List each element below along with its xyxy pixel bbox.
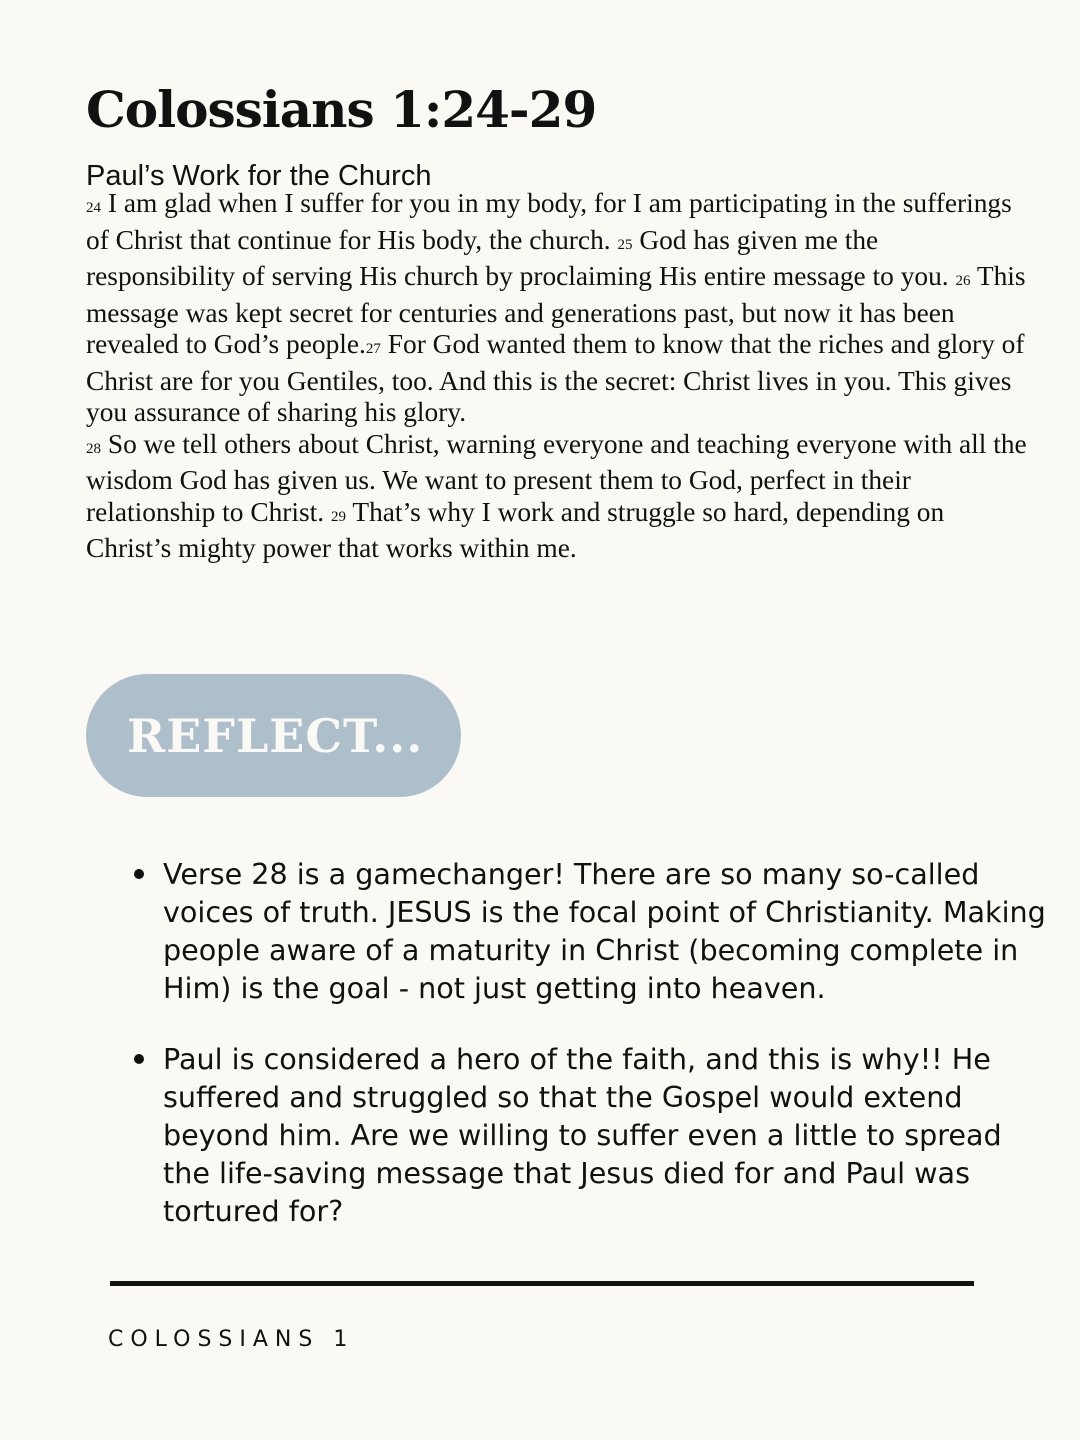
- passage-paragraph: [86, 429, 1031, 565]
- passage-paragraph: [86, 188, 1031, 429]
- verse-text: This message was kept secret for centuries and generations past, but now it has been revealed to God’s people.: [86, 261, 1026, 359]
- page-title: Colossians 1:24-29: [86, 80, 597, 139]
- reflect-label: REFLECT...: [127, 708, 424, 763]
- footer-label: COLOSSIANS 1: [108, 1327, 355, 1352]
- reflection-list: [124, 855, 1053, 1263]
- reflection-item: [163, 1040, 1053, 1230]
- verse-text: God has given me the responsibility of serving His church by proclaiming His entire message to you.: [86, 224, 956, 291]
- verse-text: That’s why I work and struggle so hard, depending on Christ’s mighty power that works within me.: [86, 496, 945, 563]
- verse-number: 24: [86, 200, 101, 216]
- verse-number: 29: [330, 508, 346, 525]
- reflection-text: Verse 28 is a gamechanger! There are so many so-called voices of truth. JESUS is the focal point of Christianity. Making people aware of a maturity in Christ (becoming complete in Him) is the goal - not just getting into heaven.: [163, 857, 1046, 1005]
- reflection-item: [163, 855, 1053, 1007]
- section-heading: Paul’s Work for the Church: [86, 160, 432, 192]
- verse-text: For God wanted them to know that the riches and glory of Christ are for you Gentiles, too. And this is the secret: Christ lives in you. This gives you assurance of sharing his glory.: [86, 329, 1025, 427]
- verse-text: So we tell others about Christ, warning everyone and teaching everyone with all the wisdom God has given us. We want to present them to God, perfect in their relationship to Christ.: [86, 428, 1027, 527]
- scripture-passage: [86, 188, 1031, 565]
- verse-number: 26: [955, 273, 971, 289]
- verse-number: 27: [365, 341, 381, 357]
- verse-text: I am glad when I suffer for you in my body, for I am participating in the sufferings of Christ that continue for His body, the church.: [86, 188, 1012, 255]
- bullet-icon: [134, 1054, 144, 1064]
- verse-number: 25: [617, 236, 633, 253]
- bullet-icon: [134, 869, 144, 879]
- reflect-badge: [86, 674, 461, 797]
- verse-number: 28: [86, 440, 101, 457]
- divider: [110, 1281, 974, 1286]
- reflection-text: Paul is considered a hero of the faith, and this is why!! He suffered and struggled so that the Gospel would extend beyond him. Are we willing to suffer even a little to spread the life-saving message that Jesus died for and Paul was tortured for?: [163, 1042, 1002, 1228]
